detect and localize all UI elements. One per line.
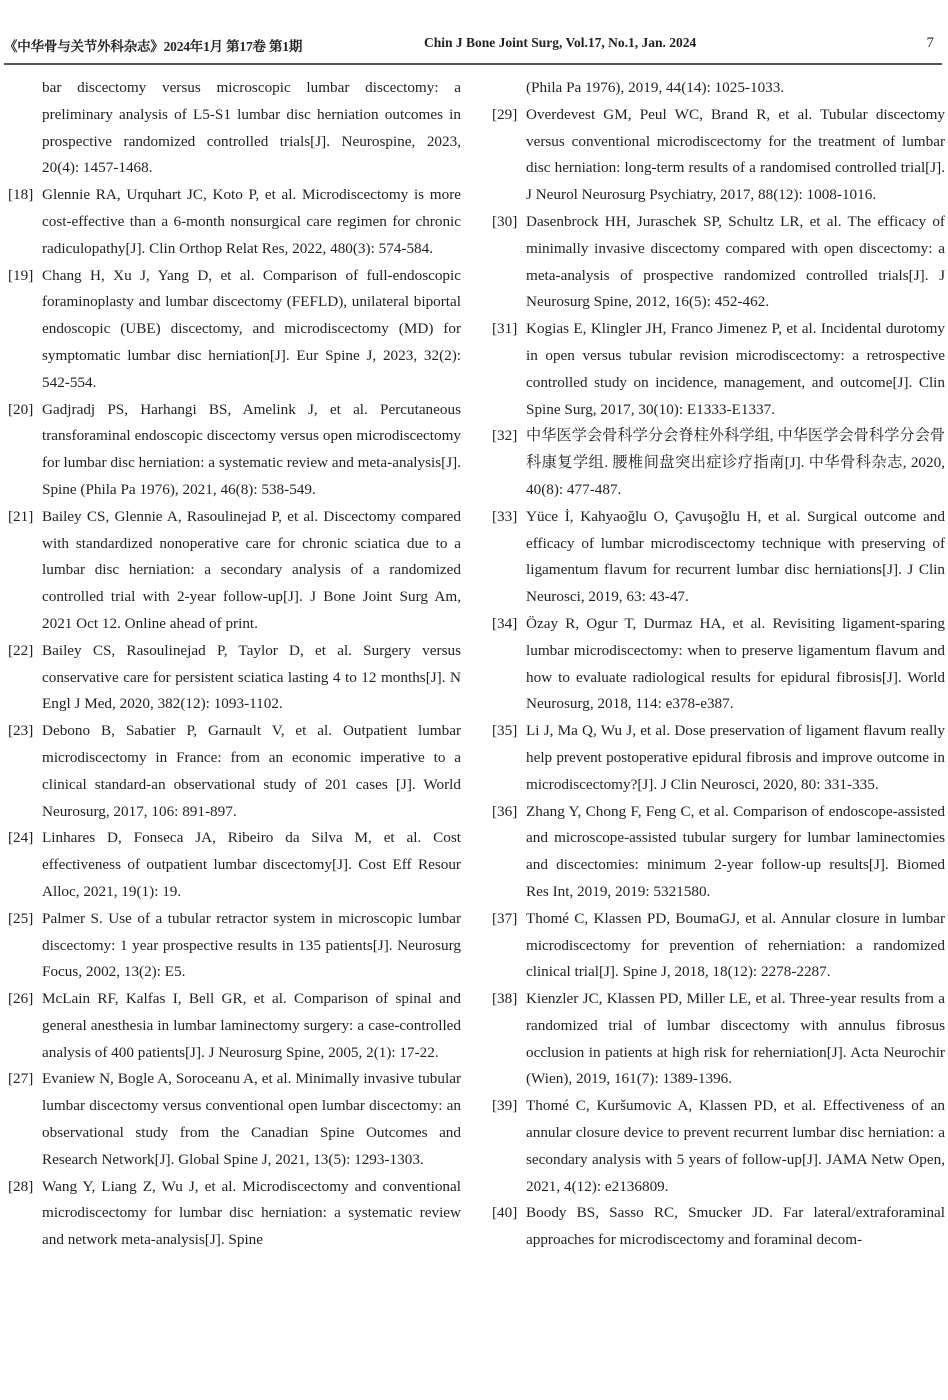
reference-number: [26] bbox=[8, 990, 34, 1008]
reference-number: [40] bbox=[492, 1204, 518, 1222]
reference-number: [28] bbox=[8, 1177, 34, 1195]
reference-number: [39] bbox=[492, 1097, 518, 1115]
reference-number: [23] bbox=[8, 722, 34, 740]
reference-text: Yüce İ, Kahyaoğlu O, Çavuşoğlu H, et al. Surgical outcome and efficacy of lumbar microdiscectomy technique with preserving of ligamentum flavum for recurrent lumbar disc herniations[J]. J Clin Neurosci, 2019, 63: 43-47. bbox=[526, 507, 945, 606]
reference-number: [29] bbox=[492, 105, 518, 123]
reference-item bbox=[8, 504, 461, 638]
reference-text: Özay R, Ogur T, Durmaz HA, et al. Revisiting ligament-sparing lumbar microdiscectomy: when to preserve ligamentum flavum and how to evaluate radiological results for epidural fibrosis[J]. World Neurosurg, 2018, 114: e378-e387. bbox=[526, 614, 945, 713]
reference-text: Gadjradj PS, Harhangi BS, Amelink J, et al. Percutaneous transforaminal endoscopic discectomy versus open microdiscectomy for lumbar disc herniation: a systematic review and meta-analysis[J]. Spine (Phila Pa 1976), 2021, 46(8): 538-549. bbox=[42, 400, 461, 498]
reference-number: [38] bbox=[492, 990, 518, 1008]
reference-continuation: (Phila Pa 1976), 2019, 44(14): 1025-1033. bbox=[526, 79, 785, 96]
reference-text: Dasenbrock HH, Juraschek SP, Schultz LR, et al. The efficacy of minimally invasive discectomy compared with open discectomy: a meta-analysis of prospective randomized controlled trials[J]. J Neurosurg Spine, 2012, 16(5): 452-462. bbox=[526, 212, 945, 311]
running-header bbox=[0, 33, 948, 57]
reference-item bbox=[492, 1093, 945, 1200]
reference-item bbox=[8, 397, 461, 504]
reference-text: Chang H, Xu J, Yang D, et al. Comparison of full-endoscopic foraminoplasty and lumbar discectomy (FEFLD), unilateral biportal endoscopic (UBE) discectomy, and microdiscectomy (MD) for symptomatic lumbar disc herniation[J]. Eur Spine J, 2023, 32(2): 542-554. bbox=[42, 266, 461, 391]
reference-text: Zhang Y, Chong F, Feng C, et al. Comparison of endoscope-assisted and microscope-assisted tubular surgery for lumbar laminectomies and discectomies: minimum 2-year follow-up results[J]. Biomed Res Int, 2019, 2019: 5321580. bbox=[526, 802, 945, 900]
reference-item bbox=[8, 825, 461, 905]
reference-text: Kienzler JC, Klassen PD, Miller LE, et al. Three-year results from a randomized trial of lumbar discectomy with annulus fibrosus occlusion in patients at high risk for reherniation[J]. Acta Neurochir (Wien), 2019, 161(7): 1389-1396. bbox=[526, 990, 945, 1088]
reference-text: Bailey CS, Rasoulinejad P, Taylor D, et al. Surgery versus conservative care for persistent sciatica lasting 4 to 12 months[J]. N Engl J Med, 2020, 382(12): 1093-1102. bbox=[42, 641, 461, 713]
reference-item bbox=[8, 182, 461, 262]
journal-title-cn: 《中华骨与关节外科杂志》2024年1月 第17卷 第1期 bbox=[4, 39, 303, 54]
page-number: 7 bbox=[926, 35, 934, 51]
reference-item bbox=[492, 423, 945, 503]
reference-item bbox=[492, 102, 945, 209]
reference-continuation: bar discectomy versus microscopic lumbar discectomy: a preliminary analysis of L5-S1 lumbar disc herniation outcomes in prospective randomized controlled trials[J]. Neurospine, 2023, 20(4): 1457-1468. bbox=[42, 79, 461, 177]
reference-text: Debono B, Sabatier P, Garnault V, et al. Outpatient lumbar microdiscectomy in France: from an economic imperative to a clinical standard-an observational study of 201 cases [J]. World Neurosurg, 2017, 106: 891-897. bbox=[42, 722, 461, 820]
reference-text: Li J, Ma Q, Wu J, et al. Dose preservation of ligament flavum really help prevent postoperative epidural fibrosis and improve outcome in microdiscectomy?[J]. J Clin Neurosci, 2020, 80: 331-335. bbox=[526, 722, 945, 793]
reference-item bbox=[8, 1066, 461, 1173]
reference-text: Bailey CS, Glennie A, Rasoulinejad P, et al. Discectomy compared with standardized nonoperative care for chronic sciatica due to a lumbar disc herniation: a secondary analysis of a randomized controlled trial with 2-year follow-up[J]. J Bone Joint Surg Am, 2021 Oct 12. Online ahead of print. bbox=[42, 507, 461, 632]
reference-item bbox=[8, 986, 461, 1066]
reference-item bbox=[492, 906, 945, 986]
reference-number: [20] bbox=[8, 400, 34, 418]
reference-number: [35] bbox=[492, 722, 518, 740]
reference-number: [25] bbox=[8, 909, 34, 927]
header-rule bbox=[4, 63, 942, 65]
reference-text: McLain RF, Kalfas I, Bell GR, et al. Comparison of spinal and general anesthesia in lumbar laminectomy surgery: a case-controlled analysis of 400 patients[J]. J Neurosurg Spine, 2005, 2(1): 17-22. bbox=[42, 990, 461, 1061]
reference-text: Overdevest GM, Peul WC, Brand R, et al. Tubular discectomy versus conventional microdiscectomy for the treatment of lumbar disc herniation: long-term results of a randomised controlled trial[J]. J Neurol Neurosurg Psychiatry, 2017, 88(12): 1008-1016. bbox=[526, 105, 945, 204]
reference-text: Evaniew N, Bogle A, Soroceanu A, et al. Minimally invasive tubular lumbar discectomy versus conventional open lumbar discectomy: an observational study from the Canadian Spine Outcomes and Research Network[J]. Global Spine J, 2021, 13(5): 1293-1303. bbox=[42, 1070, 461, 1168]
reference-item bbox=[8, 263, 461, 397]
reference-number: [32] bbox=[492, 427, 518, 445]
reference-number: [27] bbox=[8, 1070, 34, 1088]
reference-number: [36] bbox=[492, 802, 518, 820]
reference-text: Kogias E, Klingler JH, Franco Jimenez P, et al. Incidental durotomy in open versus tubular revision microdiscectomy: a retrospective controlled study on incidence, management, and outcome[J]. Clin Spine Surg, 2017, 30(10): E1333-E1337. bbox=[526, 320, 945, 418]
reference-text: Linhares D, Fonseca JA, Ribeiro da Silva M, et al. Cost effectiveness of outpatient lumbar discectomy[J]. Cost Eff Resour Alloc, 2021, 19(1): 19. bbox=[42, 829, 461, 900]
reference-item bbox=[8, 718, 461, 825]
reference-item bbox=[8, 906, 461, 986]
reference-column-right bbox=[492, 75, 945, 1254]
reference-item bbox=[492, 718, 945, 798]
reference-text: Palmer S. Use of a tubular retractor system in microscopic lumbar discectomy: 1 year prospective results in 135 patients[J]. Neurosurg Focus, 2002, 13(2): E5. bbox=[42, 909, 461, 981]
reference-number: [30] bbox=[492, 212, 518, 230]
reference-item bbox=[8, 1174, 461, 1254]
reference-number: [33] bbox=[492, 507, 518, 525]
reference-number: [24] bbox=[8, 829, 34, 847]
reference-number: [37] bbox=[492, 909, 518, 927]
reference-item bbox=[492, 986, 945, 1093]
reference-number: [18] bbox=[8, 186, 34, 204]
reference-text: Thomé C, Kuršumovic A, Klassen PD, et al. Effectiveness of an annular closure device to prevent recurrent lumbar disc herniation: a secondary analysis with 5 years of follow-up[J]. JAMA Netw Open, 2021, 4(12): e2136809. bbox=[526, 1097, 945, 1195]
reference-item bbox=[492, 209, 945, 316]
reference-number: [31] bbox=[492, 320, 518, 338]
reference-item bbox=[492, 799, 945, 906]
reference-number: [22] bbox=[8, 641, 34, 659]
reference-number: [21] bbox=[8, 507, 34, 525]
reference-number: [34] bbox=[492, 614, 518, 632]
journal-title-en: Chin J Bone Joint Surg, Vol.17, No.1, Jan. 2024 bbox=[424, 35, 697, 50]
reference-number: [19] bbox=[8, 266, 34, 284]
reference-item bbox=[492, 1200, 945, 1254]
reference-text: Glennie RA, Urquhart JC, Koto P, et al. Microdiscectomy is more cost-effective than a 6-month nonsurgical care regimen for chronic radiculopathy[J]. Clin Orthop Relat Res, 2022, 480(3): 574-584. bbox=[42, 186, 461, 257]
reference-item bbox=[492, 316, 945, 423]
reference-item bbox=[8, 638, 461, 718]
reference-text: 中华医学会骨科学分会脊柱外科学组, 中华医学会骨科学分会骨科康复学组. 腰椎间盘突出症诊疗指南[J]. 中华骨科杂志, 2020, 40(8): 477-487. bbox=[526, 427, 945, 498]
reference-text: Boody BS, Sasso RC, Smucker JD. Far lateral/extraforaminal approaches for microdiscectomy and foraminal decom- bbox=[526, 1204, 945, 1249]
reference-column-left bbox=[8, 75, 461, 1254]
reference-text: Thomé C, Klassen PD, BoumaGJ, et al. Annular closure in lumbar microdiscectomy for prevention of reherniation: a randomized clinical trial[J]. Spine J, 2018, 18(12): 2278-2287. bbox=[526, 909, 945, 981]
reference-item bbox=[492, 611, 945, 718]
reference-item bbox=[492, 504, 945, 611]
reference-text: Wang Y, Liang Z, Wu J, et al. Microdiscectomy and conventional microdiscectomy for lumbar disc herniation: a systematic review and network meta-analysis[J]. Spine bbox=[42, 1177, 461, 1249]
